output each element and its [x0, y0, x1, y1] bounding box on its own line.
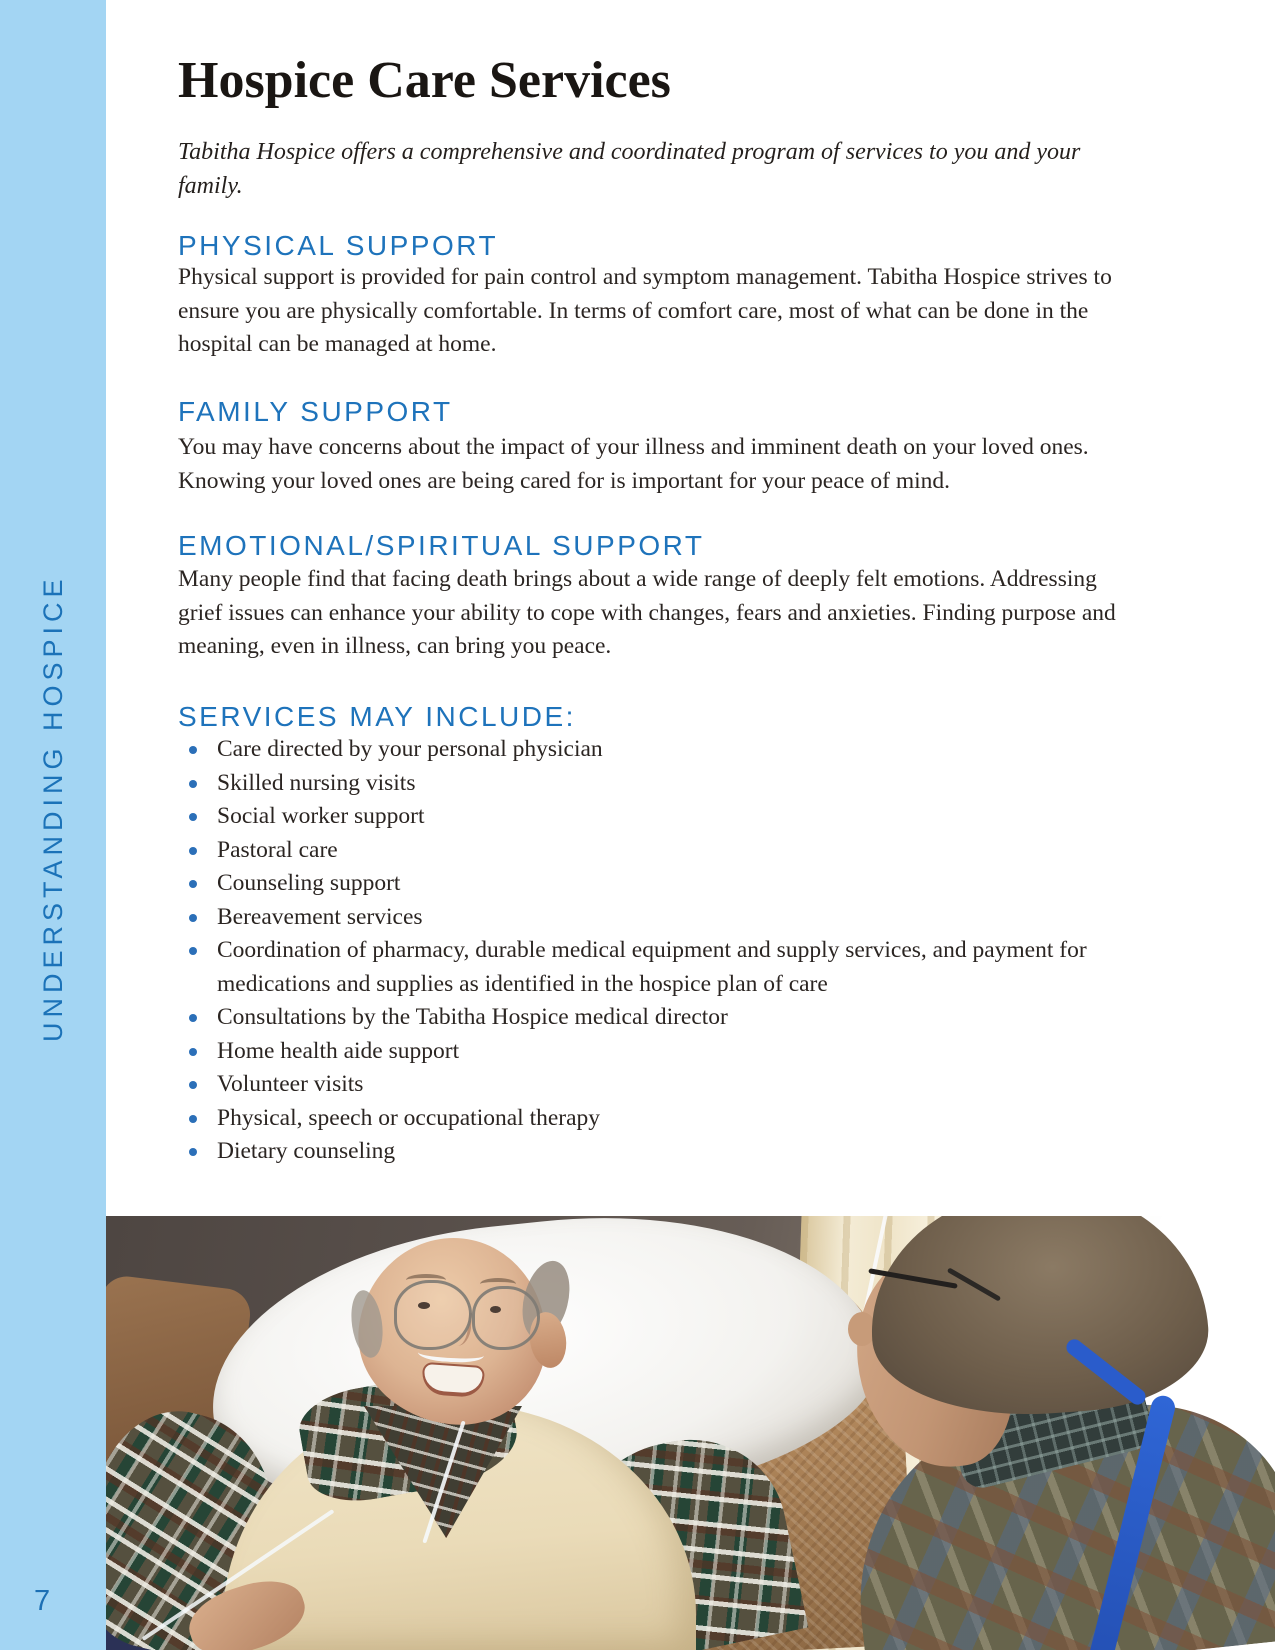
list-item: Counseling support: [178, 867, 1138, 901]
page-title: Hospice Care Services: [178, 52, 671, 109]
sidebar-section-label: UNDERSTANDING HOSPICE: [38, 574, 68, 1042]
intro-text: Tabitha Hospice offers a comprehensive and coordinated program of services to you and your family.: [178, 139, 1081, 199]
list-item: Care directed by your personal physician: [178, 733, 1138, 767]
photo-hospice-visit: [106, 1216, 1275, 1650]
services-list: [178, 733, 1138, 1169]
list-item: Coordination of pharmacy, durable medical equipment and supply services, and payment for medications and supplies as identified in the hospice plan of care: [178, 934, 1122, 1001]
section-heading-services-may-include: SERVICES MAY INCLUDE:: [178, 701, 576, 732]
list-item: Dietary counseling: [178, 1135, 1138, 1169]
list-item: Home health aide support: [178, 1035, 1138, 1069]
list-item: Consultations by the Tabitha Hospice medical director: [178, 1001, 1138, 1035]
list-item: Skilled nursing visits: [178, 767, 1138, 801]
list-item: Physical, speech or occupational therapy: [178, 1102, 1138, 1136]
list-item: Social worker support: [178, 800, 1138, 834]
section-heading-physical-support: PHYSICAL SUPPORT: [178, 230, 499, 261]
section-body-family-support: You may have concerns about the impact of your illness and imminent death on your loved ones. Knowing your loved ones are being cared for is important for your peace of mind.: [178, 434, 1089, 494]
content-column: [178, 0, 1163, 1216]
section-body-physical-support: Physical support is provided for pain control and symptom management. Tabitha Hospice strives to ensure you are physically comfortable. In terms of comfort care, most of what can be done in the hospital can be managed at home.: [178, 264, 1112, 357]
section-body-emotional-spiritual-support: Many people find that facing death brings about a wide range of deeply felt emotions. Addressing grief issues can enhance your ability to cope with changes, fears and anxieties. Finding purpose and meaning, even in illness, can bring you peace.: [178, 566, 1116, 659]
page-number: 7: [34, 1585, 51, 1617]
section-heading-emotional-spiritual-support: EMOTIONAL/SPIRITUAL SUPPORT: [178, 530, 705, 561]
section-heading-family-support: FAMILY SUPPORT: [178, 396, 453, 427]
list-item: Pastoral care: [178, 834, 1138, 868]
sidebar: [0, 0, 106, 1650]
list-item: Volunteer visits: [178, 1068, 1138, 1102]
list-item: Bereavement services: [178, 901, 1138, 935]
